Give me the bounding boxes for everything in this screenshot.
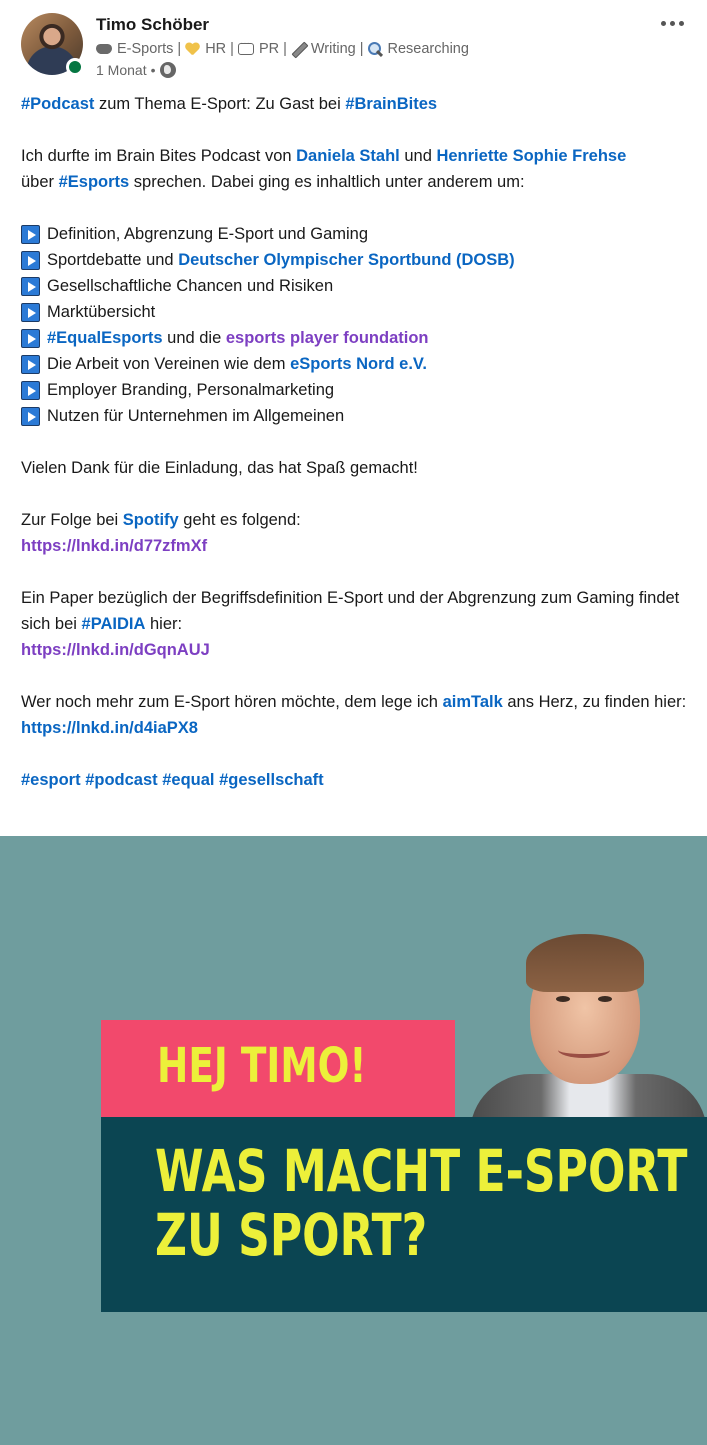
pen-icon — [291, 42, 306, 57]
magnifier-icon — [368, 42, 383, 57]
post-text: ans Herz, zu finden hier: — [502, 693, 687, 711]
headline-separator: | — [230, 41, 234, 57]
url-link[interactable]: https://lnkd.in/d4iaPX8 — [21, 719, 198, 737]
headline-item: PR — [258, 41, 280, 57]
person-eye — [556, 996, 570, 1002]
hashtag-link[interactable]: #equal — [162, 771, 215, 789]
mention-link[interactable]: Henriette Sophie Frehse — [436, 147, 627, 165]
list-item — [21, 351, 691, 377]
pink-banner — [101, 1020, 455, 1121]
list-item-text: Die Arbeit von Vereinen wie dem — [47, 355, 286, 373]
list-item — [21, 403, 691, 429]
meta-bullet: • — [150, 62, 156, 78]
author-name[interactable]: Timo Schöber — [96, 15, 210, 34]
globe-icon — [160, 62, 176, 78]
url-link[interactable]: https://lnkd.in/d77zfmXf — [21, 537, 208, 555]
paper-paragraph — [21, 585, 691, 663]
hashtag-link[interactable]: #BrainBites — [345, 95, 438, 113]
hashtag-list — [21, 767, 691, 793]
url-link[interactable]: https://lnkd.in/dGqnAUJ — [21, 641, 210, 659]
dot-icon — [670, 21, 675, 26]
hashtag-link[interactable]: #EqualEsports — [47, 329, 163, 347]
list-item-text: Nutzen für Unternehmen im Allgemeinen — [47, 407, 345, 425]
post-intro — [21, 91, 691, 117]
online-status-dot — [66, 58, 84, 76]
headline-separator: | — [283, 41, 287, 57]
hashtag-link[interactable]: #Podcast — [21, 95, 95, 113]
hashtag-link[interactable]: #esport — [21, 771, 81, 789]
post-text: geht es folgend: — [178, 511, 301, 529]
post-text: über — [21, 173, 59, 191]
list-item — [21, 247, 691, 273]
speech-bubble-icon — [238, 43, 254, 55]
post-time[interactable]: 1 Monat — [96, 62, 147, 78]
mention-link[interactable]: Spotify — [122, 511, 179, 529]
mention-link[interactable]: aimTalk — [442, 693, 503, 711]
person-eye — [598, 996, 612, 1002]
list-item-text: und die — [167, 329, 222, 347]
thanks-text: Vielen Dank für die Einladung, das hat Spaß gemacht! — [21, 459, 418, 477]
headline-item: E-Sports — [117, 41, 174, 57]
hashtag-link[interactable]: #PAIDIA — [81, 615, 146, 633]
more-options-button[interactable] — [652, 10, 692, 36]
pink-banner-text: HEJ TIMO! — [157, 1038, 367, 1094]
headline-item: Writing — [310, 41, 356, 57]
dot-icon — [661, 21, 666, 26]
gamepad-icon — [96, 44, 112, 54]
dark-banner-text — [155, 1139, 687, 1267]
play-button-icon — [21, 407, 40, 426]
post-meta — [96, 62, 176, 78]
list-item — [21, 299, 691, 325]
mention-link[interactable]: esports player foundation — [225, 329, 429, 347]
dot-icon — [679, 21, 684, 26]
play-button-icon — [21, 303, 40, 322]
person-smile — [558, 1042, 610, 1058]
play-button-icon — [21, 355, 40, 374]
person-hair — [526, 934, 644, 992]
post-text: hier: — [145, 615, 183, 633]
play-button-icon — [21, 251, 40, 270]
headline-separator: | — [177, 41, 182, 57]
post-text: Zur Folge bei — [21, 511, 123, 529]
dark-banner — [101, 1117, 707, 1312]
dark-banner-line: ZU SPORT? — [155, 1201, 428, 1269]
post-body — [21, 91, 691, 793]
hashtag-link[interactable]: #Esports — [58, 173, 130, 191]
post-header — [0, 0, 707, 84]
list-item-text: Gesellschaftliche Chancen und Risiken — [47, 277, 334, 295]
dark-banner-line: WAS MACHT E-SPORT — [155, 1137, 688, 1205]
heart-icon — [185, 43, 200, 56]
list-item-text: Employer Branding, Personalmarketing — [47, 381, 335, 399]
aimtalk-paragraph — [21, 689, 691, 741]
headline-separator: | — [359, 41, 364, 57]
play-button-icon — [21, 225, 40, 244]
list-item — [21, 273, 691, 299]
spotify-paragraph — [21, 507, 691, 559]
post-text: Wer noch mehr zum E-Sport hören möchte, dem lege ich — [21, 693, 443, 711]
post-text: und — [399, 147, 437, 165]
post-text: zum Thema E-Sport: Zu Gast bei — [94, 95, 346, 113]
post-text: Ein Paper bezüglich der Begriffsdefinition E-Sport und der Abgrenzung zum Gaming findet sich bei — [21, 589, 680, 633]
post-paragraph — [21, 143, 691, 195]
play-button-icon — [21, 277, 40, 296]
post-text: sprechen. Dabei ging es inhaltlich unter anderem um: — [129, 173, 525, 191]
mention-link[interactable]: Deutscher Olympischer Sportbund (DOSB) — [178, 251, 515, 269]
list-item — [21, 377, 691, 403]
list-item-text: Sportdebatte und — [47, 251, 174, 269]
list-item-text: Definition, Abgrenzung E-Sport und Gaming — [47, 225, 369, 243]
headline-item: HR — [205, 41, 227, 57]
post-text: Ich durfte im Brain Bites Podcast von — [21, 147, 297, 165]
headline-item: Researching — [387, 41, 469, 57]
list-item-text: Marktübersicht — [47, 303, 156, 321]
play-button-icon — [21, 381, 40, 400]
hashtag-link[interactable]: #gesellschaft — [219, 771, 324, 789]
list-item — [21, 221, 691, 247]
mention-link[interactable]: Daniela Stahl — [296, 147, 400, 165]
author-headline — [96, 41, 469, 57]
hashtag-link[interactable]: #podcast — [85, 771, 158, 789]
play-button-icon — [21, 329, 40, 348]
topic-list — [21, 221, 691, 429]
mention-link[interactable]: eSports Nord e.V. — [290, 355, 427, 373]
list-item — [21, 325, 691, 351]
post-image[interactable] — [0, 836, 707, 1445]
